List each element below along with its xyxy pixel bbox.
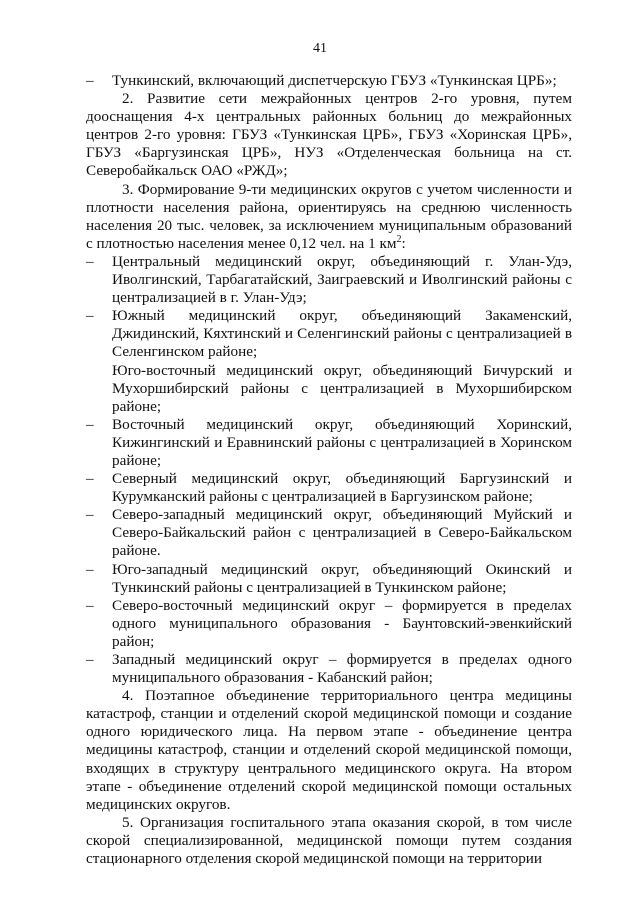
list-item-northeast-district: – Северо-восточный медицинский округ – формируется в пределах одного муниципального образования - Баунтовский-эвенкийский район; [86, 597, 572, 651]
list-item-west-district: – Западный медицинский округ – формируется в пределах одного муниципального образования - Кабанский район; [86, 651, 572, 687]
paragraph-4-merger: 4. Поэтапное объединение территориального центра медицины катастроф, станции и отделений скорой медицинской помощи и создание одного юридического лица. На первом этапе - объединение центра медицины катастроф, станции и отделений скорой медицинской помощи, входящих в структуру центрального медицинского округа. На втором этапе - объединение отделений скорой медицинской помощи остальных медицинских округов. [86, 687, 572, 813]
page-number: 41 [313, 41, 327, 56]
paragraph-3-tail: : [401, 234, 406, 252]
list-item-northwest-district: – Северо-западный медицинский округ, объединяющий Муйский и Северо-Байкальский район с централизацией в Северо-Байкальском районе. [86, 506, 572, 560]
superscript-2: 2 [396, 233, 402, 245]
document-body [86, 72, 572, 868]
paragraph-2-interdistrict-centers: 2. Развитие сети межрайонных центров 2-го уровня, путем дооснащения 4-х центральных районных больниц до межрайонных центров 2-го уровня: ГБУЗ «Тункинская ЦРБ», ГБУЗ «Хоринская ЦРБ», ГБУЗ «Баргузинская ЦРБ», НУЗ «Отделенческая больница на ст. Северобайкальск ОАО «РЖД»; [86, 90, 572, 180]
list-item-east-district: – Восточный медицинский округ, объединяющий Хоринский, Кижингинский и Еравнинский районы с централизацией в Хоринском районе; [86, 416, 572, 470]
paragraph-5-hospital-stage: 5. Организация госпитального этапа оказания скорой, в том числе скорой специализированной, медицинской помощи путем создания стационарного отделения скорой медицинской помощи на территории [86, 813, 572, 868]
list-item-southeast-district: Юго-восточный медицинский округ, объединяющий Бичурский и Мухоршибирский районы с централизацией в Мухоршибирском районе; [112, 361, 572, 415]
list-item-tunkinsky: – Тункинский, включающий диспетчерскую ГБУЗ «Тункинская ЦРБ»; [86, 72, 572, 90]
paragraph-3-text: 3. Формирование 9-ти медицинских округов с учетом численности и плотности населения района, ориентируясь на среднюю численность населения 20 тыс. человек, за исключением муниципальным образований с плотностью населения менее 0,12 чел. на 1 км [86, 180, 572, 252]
list-item-central-district: – Центральный медицинский округ, объединяющий г. Улан-Удэ, Иволгинский, Тарбагатайский, Заиграевский и Иволгинский районы с централизацией в г. Улан-Удэ; [86, 253, 572, 307]
list-item-north-district: – Северный медицинский округ, объединяющий Баргузинский и Курумканский районы с централизацией в Баргузинском районе; [86, 470, 572, 506]
list-item-south-district: – Южный медицинский округ, объединяющий Закаменский, Джидинский, Кяхтинский и Селенгинский районы с централизацией в Селенгинском районе; [86, 307, 572, 361]
list-item-southwest-district: – Юго-западный медицинский округ, объединяющий Окинский и Тункинский районы с централизацией в Тункинском районе; [86, 561, 572, 597]
paragraph-3-medical-districts [86, 181, 572, 253]
